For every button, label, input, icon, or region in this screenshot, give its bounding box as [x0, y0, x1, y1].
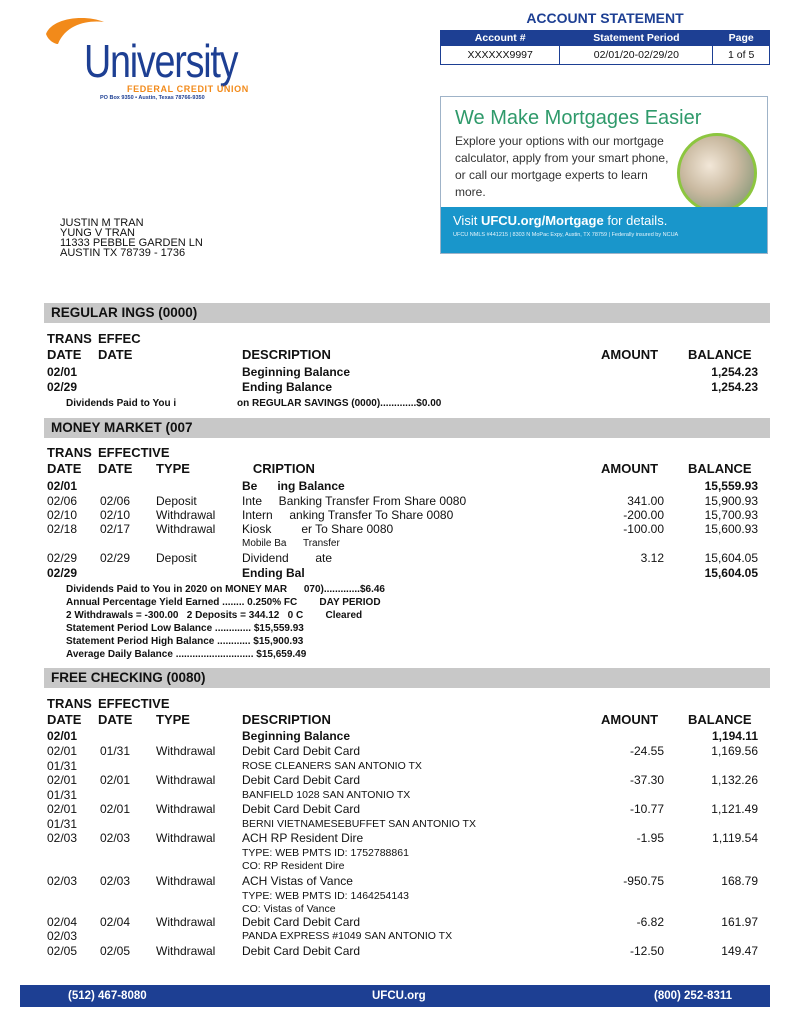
chk-row-date: 02/05 [47, 944, 78, 958]
chk-row-date2: 01/31 [47, 788, 78, 802]
mm-row-eff: 02/10 [100, 508, 131, 522]
mm-row-date: 02/01 [47, 479, 78, 493]
chk-row-amount: -950.75 [623, 874, 664, 888]
col-balance: BALANCE [688, 712, 752, 727]
chk-row-eff: 02/03 [100, 831, 131, 845]
chk-row-subdesc: TYPE: WEB PMTS ID: 1464254143 [242, 890, 409, 902]
chk-row-type: Withdrawal [156, 773, 216, 787]
mm-row-amount: -100.00 [623, 522, 664, 536]
statement-info-table [440, 30, 770, 65]
chk-row-eff: 02/01 [100, 802, 131, 816]
mm-note: Statement Period Low Balance ............. $15,559.93 [66, 623, 304, 634]
chk-row-desc: ACH RP Resident Dire [242, 831, 364, 845]
savings-section-title: REGULAR INGS (0000) [44, 303, 770, 323]
chk-row-desc: ACH Vistas of Vance [242, 874, 353, 888]
chk-row-desc: Debit Card Debit Card [242, 744, 361, 758]
chk-row-type: Withdrawal [156, 831, 216, 845]
chk-row-type: Withdrawal [156, 915, 216, 929]
mm-row-amount: 3.12 [640, 551, 664, 565]
footer-website[interactable]: UFCU.org [372, 990, 426, 1002]
mm-row-desc: Kiosk er To Share 0080 [242, 522, 394, 536]
mm-row-balance: 15,700.93 [704, 508, 758, 522]
mm-note: Average Daily Balance ............................ $15,659.49 [66, 649, 307, 660]
mm-row-amount: 341.00 [627, 494, 664, 508]
mortgage-ad[interactable] [440, 96, 768, 254]
col-description: CRIPTION [242, 461, 315, 476]
logo-wordmark: University [84, 35, 238, 87]
mm-row-type: Withdrawal [156, 522, 216, 536]
col-date: DATE [47, 712, 82, 727]
col-balance: BALANCE [688, 347, 752, 362]
savings-note: Dividends Paid to You i [66, 398, 177, 409]
ad-title: We Make Mortgages Easier [455, 107, 702, 129]
savings-row-date: 02/01 [47, 365, 78, 379]
mm-row-date: 02/29 [47, 551, 78, 565]
col-amount: AMOUNT [601, 347, 659, 362]
mm-row-balance: 15,900.93 [704, 494, 758, 508]
col-date: DATE [47, 461, 82, 476]
chk-row-amount: -37.30 [629, 773, 664, 787]
chk-row-balance: 1,132.26 [711, 773, 758, 787]
chk-row-subdesc: BANFIELD 1028 SAN ANTONIO TX [242, 789, 411, 801]
logo-address: PO Box 9350 • Austin, Texas 78766-9350 [100, 95, 205, 101]
mm-row-desc: Dividend ate [242, 551, 333, 565]
money-market-section-title: MONEY MARKET (007 [44, 418, 770, 438]
mm-row-balance: 15,600.93 [704, 522, 758, 536]
col-trans: TRANS [47, 696, 92, 711]
mm-row-eff: 02/29 [100, 551, 131, 565]
mm-row-balance: 15,604.05 [704, 566, 758, 580]
mm-row-date: 02/10 [47, 508, 78, 522]
chk-row-date: 02/03 [47, 831, 78, 845]
chk-row-type: Withdrawal [156, 744, 216, 758]
savings-row-balance: 1,254.23 [711, 380, 758, 394]
col-type: TYPE [156, 461, 190, 476]
mm-row-date: 02/29 [47, 566, 78, 580]
chk-row-date2: 01/31 [47, 759, 78, 773]
chk-row-subdesc: PANDA EXPRESS #1049 SAN ANTONIO TX [242, 930, 453, 942]
col-eff-date: DATE [98, 461, 133, 476]
chk-row-amount: -24.55 [629, 744, 664, 758]
mm-row-desc: Intern anking Transfer To Share 0080 [242, 508, 454, 522]
chk-row-amount: -6.82 [636, 915, 664, 929]
footer-local-phone[interactable]: (512) 467-8080 [68, 990, 147, 1002]
col-eff-date: DATE [98, 347, 133, 362]
chk-row-balance: 161.97 [721, 915, 758, 929]
col-type: TYPE [156, 712, 190, 727]
chk-row-date: 02/04 [47, 915, 78, 929]
chk-row-amount: -10.77 [629, 802, 664, 816]
mailing-address: JUSTIN M TRAN YUNG V TRAN 11333 PEBBLE GARDEN LN AUSTIN TX 78739 - 1736 [60, 217, 203, 259]
page-number: 1 of 5 [713, 46, 770, 65]
chk-row-amount: -1.95 [636, 831, 664, 845]
mm-note: Dividends Paid to You in 2020 on MONEY MAR 070).............$6.46 [66, 584, 385, 595]
statement-title: ACCOUNT STATEMENT [526, 10, 684, 26]
mm-row-type: Deposit [156, 494, 197, 508]
chk-row-subdesc: CO: Vistas of Vance [242, 903, 336, 915]
chk-row-type: Withdrawal [156, 802, 216, 816]
col-eff-date: DATE [98, 712, 133, 727]
chk-row-balance: 1,119.54 [712, 831, 758, 845]
chk-row-subdesc: CO: RP Resident Dire [242, 860, 345, 872]
account-header: Account # [441, 31, 560, 46]
chk-row-subdesc: BERNI VIETNAMESEBUFFET SAN ANTONIO TX [242, 818, 476, 830]
chk-row-desc: Debit Card Debit Card [242, 944, 361, 958]
col-date: DATE [47, 347, 82, 362]
ad-cta-link[interactable]: Visit UFCU.org/Mortgage for details. [453, 213, 668, 228]
chk-row-type: Withdrawal [156, 944, 216, 958]
mm-row-amount: -200.00 [623, 508, 664, 522]
account-number: XXXXXX9997 [441, 46, 560, 65]
chk-row-eff: 02/03 [100, 874, 131, 888]
mm-row-balance: 15,604.05 [704, 551, 758, 565]
col-trans: TRANS [47, 445, 92, 460]
chk-row-eff: 02/01 [100, 773, 131, 787]
chk-row-type: Withdrawal [156, 874, 216, 888]
savings-note: on REGULAR SAVINGS (0000).............$0.00 [237, 398, 442, 409]
logo-subtitle: FEDERAL CREDIT UNION [127, 84, 249, 94]
period-header: Statement Period [560, 31, 713, 46]
mm-row-type: Deposit [156, 551, 197, 565]
chk-row-desc: Debit Card Debit Card [242, 915, 361, 929]
mm-row-eff: 02/06 [100, 494, 131, 508]
chk-row-amount: -12.50 [629, 944, 664, 958]
col-description: DESCRIPTION [242, 347, 331, 362]
chk-row-eff: 02/04 [100, 915, 131, 929]
footer-tollfree-phone[interactable]: (800) 252-8311 [654, 990, 733, 1002]
col-effective: EFFECTIVE [98, 445, 170, 460]
ad-fine-print: UFCU NMLS #441215 | 8303 N MoPac Expy, Austin, TX 78759 | Federally insured by NCUA [453, 232, 679, 238]
family-photo-icon [677, 133, 757, 213]
col-effective: EFFEC [98, 331, 141, 346]
chk-row-date: 02/03 [47, 874, 78, 888]
mm-note: 2 Withdrawals = -300.00 2 Deposits = 344.12 0 C Cleared [66, 610, 363, 621]
mm-row-date: 02/18 [47, 522, 78, 536]
statement-period: 02/01/20-02/29/20 [560, 46, 713, 65]
savings-row-date: 02/29 [47, 380, 78, 394]
col-effective: EFFECTIVE [98, 696, 170, 711]
mm-row-desc: Inte Banking Transfer From Share 0080 [242, 494, 467, 508]
mm-row-eff: 02/17 [100, 522, 131, 536]
savings-row-balance: 1,254.23 [711, 365, 758, 379]
chk-row-date: 02/01 [47, 729, 78, 743]
mm-note: Annual Percentage Yield Earned ........ 0.250% FC DAY PERIOD [66, 597, 381, 608]
col-trans: TRANS [47, 331, 92, 346]
checking-section-title: FREE CHECKING (0080) [44, 668, 770, 688]
chk-row-subdesc: TYPE: WEB PMTS ID: 1752788861 [242, 847, 409, 859]
mm-row-date: 02/06 [47, 494, 78, 508]
chk-row-subdesc: ROSE CLEANERS SAN ANTONIO TX [242, 760, 422, 772]
savings-row-desc: Beginning Balance [242, 365, 351, 379]
chk-row-balance: 149.47 [721, 944, 758, 958]
chk-row-desc: Beginning Balance [242, 729, 351, 743]
chk-row-date2: 02/03 [47, 929, 78, 943]
mm-row-desc: Ending Bal [242, 566, 305, 580]
footer-bar [20, 985, 770, 1007]
chk-row-balance: 1,194.11 [711, 729, 758, 743]
mm-row-balance: 15,559.93 [704, 479, 758, 493]
mm-row-subdesc: Mobile Ba Transfer [242, 538, 340, 549]
savings-row-desc: Ending Balance [242, 380, 333, 394]
chk-row-balance: 168.79 [721, 874, 758, 888]
col-amount: AMOUNT [601, 712, 659, 727]
chk-row-date: 02/01 [47, 744, 78, 758]
page-header: Page [713, 31, 770, 46]
chk-row-date2: 01/31 [47, 817, 78, 831]
mm-row-type: Withdrawal [156, 508, 216, 522]
chk-row-desc: Debit Card Debit Card [242, 802, 361, 816]
chk-row-balance: 1,121.49 [711, 802, 758, 816]
col-amount: AMOUNT [601, 461, 659, 476]
mm-row-desc: Be ing Balance [242, 479, 345, 493]
chk-row-date: 02/01 [47, 802, 78, 816]
ad-body: Explore your options with our mortgage calculator, apply from your smart phone, or call our mortgage experts to learn more. [455, 134, 669, 199]
col-description: DESCRIPTION [242, 712, 331, 727]
ad-cta-band [441, 207, 767, 253]
chk-row-eff: 02/05 [100, 944, 131, 958]
chk-row-date: 02/01 [47, 773, 78, 787]
mm-note: Statement Period High Balance ............ $15,900.93 [66, 636, 304, 647]
col-balance: BALANCE [688, 461, 752, 476]
chk-row-desc: Debit Card Debit Card [242, 773, 361, 787]
chk-row-balance: 1,169.56 [711, 744, 758, 758]
chk-row-eff: 01/31 [100, 744, 131, 758]
